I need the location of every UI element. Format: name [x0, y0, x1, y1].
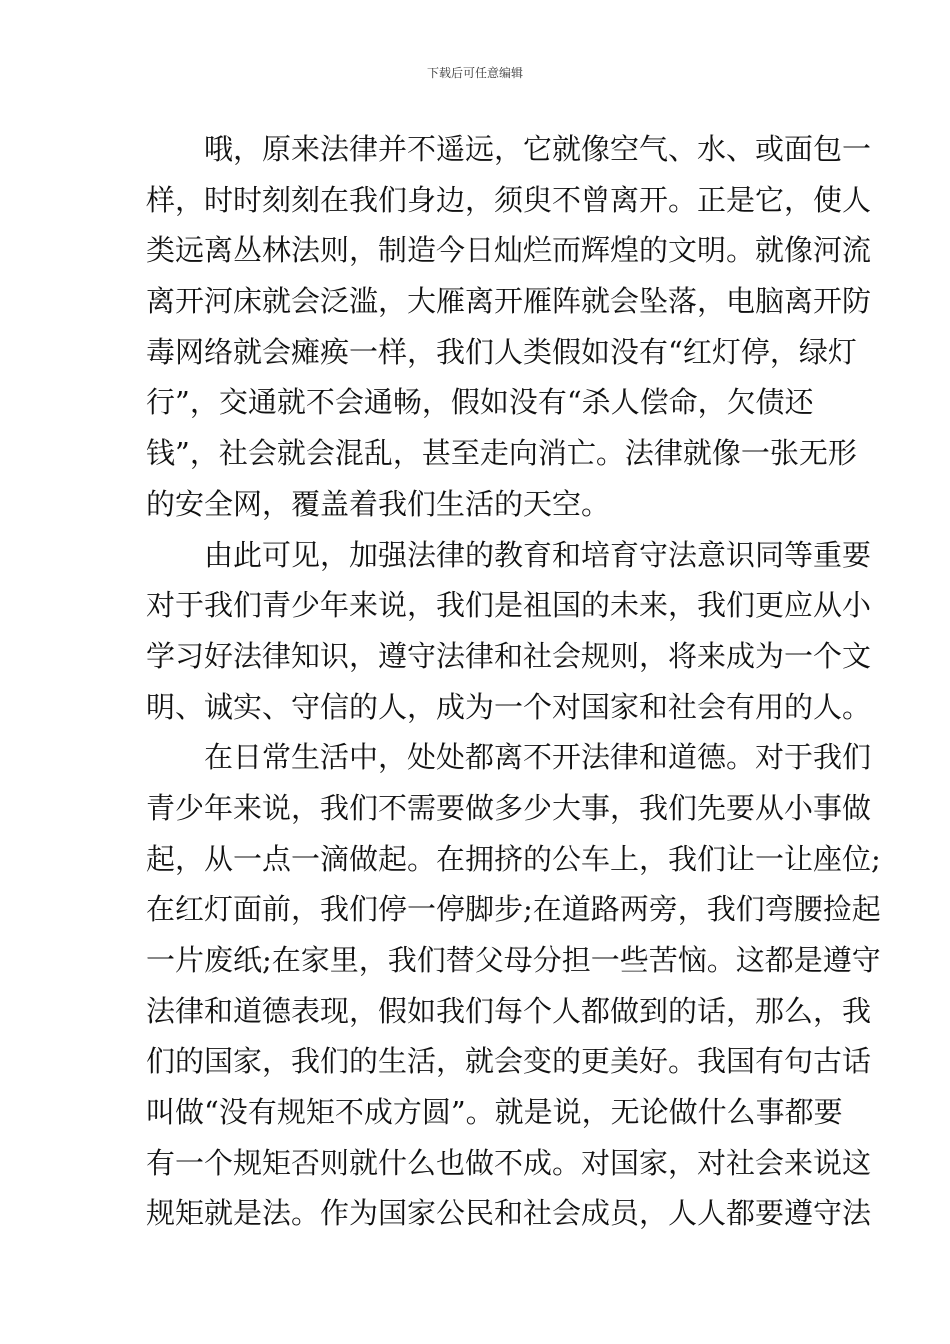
- text-line: 一片废纸;在家里，我们替父母分担一些苦恼。这都是遵守: [146, 943, 881, 977]
- text-line: 对于我们青少年来说，我们是祖国的未来，我们更应从小: [146, 588, 872, 623]
- text-line: 在日常生活中，处处都离不开法律和道德。对于我们: [204, 740, 872, 775]
- text-line: 哦，原来法律并不遥远，它就像空气、水、或面包一: [204, 132, 872, 166]
- text-line: 毒网络就会瘫痪一样，我们人类假如没有“红灯停，绿灯: [146, 334, 857, 369]
- paragraph-2: [146, 530, 872, 733]
- paragraph-1: [146, 124, 872, 530]
- text-line: 在红灯面前，我们停一停脚步;在道路两旁，我们弯腰捡起: [146, 892, 881, 927]
- text-line: 学习好法律知识，遵守法律和社会规则，将来成为一个文: [146, 638, 872, 673]
- text-line: 们的国家，我们的生活，就会变的更美好。我国有句古话: [146, 1044, 872, 1079]
- text-line: 样，时时刻刻在我们身边，须臾不曾离开。正是它，使人: [146, 182, 872, 217]
- text-line: 规矩就是法。作为国家公民和社会成员，人人都要遵守法: [146, 1196, 872, 1231]
- text-line: 法律和道德表现，假如我们每个人都做到的话，那么，我: [146, 993, 872, 1028]
- page-header: 下载后可任意编辑: [426, 66, 523, 80]
- document-body: [146, 124, 881, 1239]
- text-line: 青少年来说，我们不需要做多少大事，我们先要从小事做: [146, 790, 872, 825]
- text-line: 的安全网，覆盖着我们生活的天空。: [146, 486, 611, 521]
- text-line: 有一个规矩否则就什么也做不成。对国家，对社会来说这: [146, 1145, 872, 1180]
- text-line: 离开河床就会泛滥，大雁离开雁阵就会坠落，电脑离开防: [146, 284, 872, 319]
- text-line: 由此可见，加强法律的教育和培育守法意识同等重要: [204, 537, 872, 572]
- text-line: 行”，交通就不会通畅，假如没有“杀人偿命，欠债还: [146, 385, 814, 420]
- text-line: 明、诚实、守信的人，成为一个对国家和社会有用的人。: [146, 689, 872, 724]
- text-line: 起，从一点一滴做起。在拥挤的公车上，我们让一让座位;: [146, 841, 881, 876]
- text-line: 类远离丛林法则，制造今日灿烂而辉煌的文明。就像河流: [146, 233, 872, 268]
- text-line: 钱”，社会就会混乱，甚至走向消亡。法律就像一张无形: [146, 436, 857, 471]
- paragraph-3: [146, 732, 881, 1239]
- text-line: 叫做“没有规矩不成方圆”。就是说，无论做什么事都要: [146, 1095, 843, 1130]
